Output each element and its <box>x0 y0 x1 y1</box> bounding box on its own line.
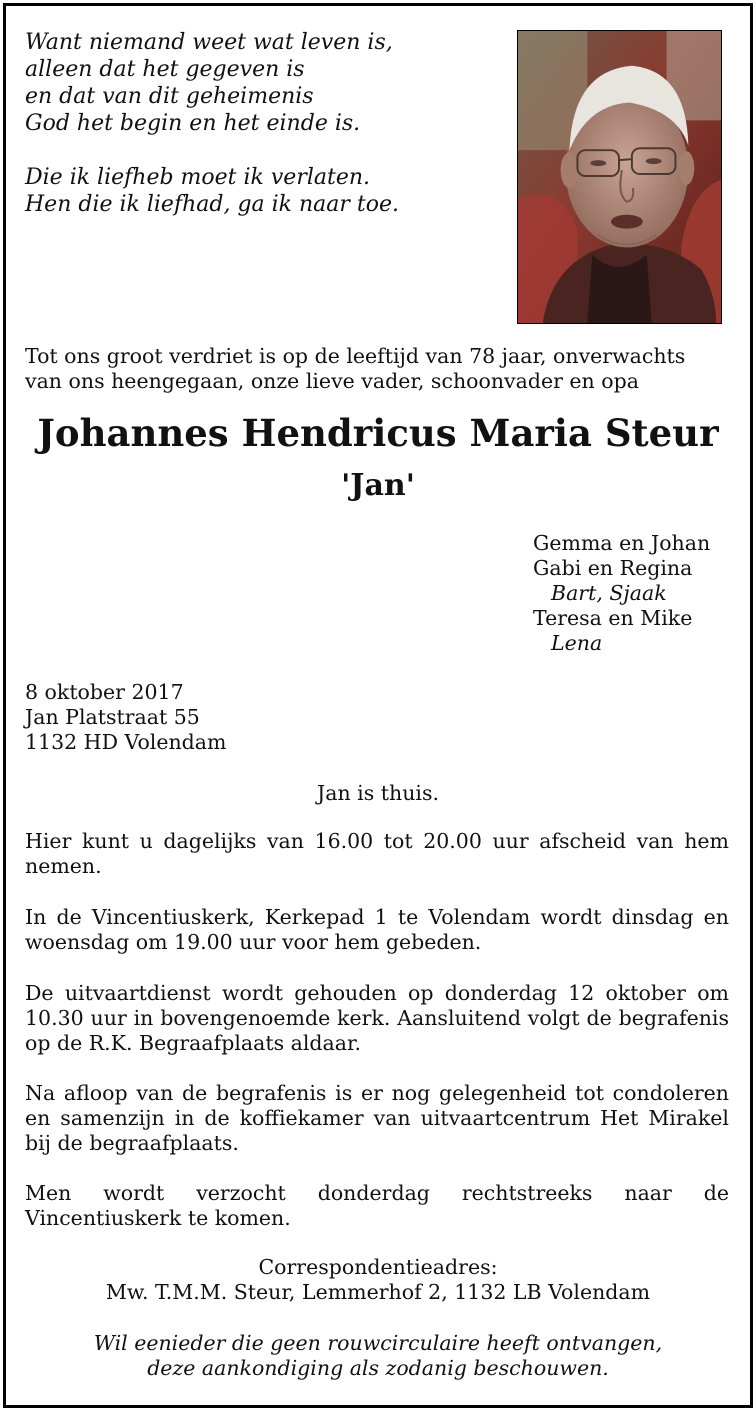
family-line: Gemma en Johan <box>533 531 711 555</box>
thuis-line: Jan is thuis. <box>317 781 439 805</box>
intro-text <box>25 344 729 394</box>
portrait-illustration <box>518 31 721 323</box>
deceased-full-name: Johannes Hendricus Maria Steur <box>37 411 719 455</box>
grandchildren-line: Bart, Sjaak <box>551 581 667 605</box>
paragraph-service: De uitvaartdienst wordt gehouden op donderdag 12 oktober om 10.30 uur in bovengenoemde kerk. Aansluitend volgt de begrafenis op de R.K. Begraafplaats aldaar. <box>25 981 729 1055</box>
closing-line: Wil eenieder die geen rouwcirculaire heeft ontvangen, <box>93 1331 663 1355</box>
portrait-photo <box>517 30 722 324</box>
intro-line: Tot ons groot verdriet is op de leeftijd van 78 jaar, onverwachts <box>25 344 686 368</box>
correspondence-address: Mw. T.M.M. Steur, Lemmerhof 2, 1132 LB Volendam <box>105 1280 651 1304</box>
paragraph-visiting: Hier kunt u dagelijks van 16.00 tot 20.00 uur afscheid van hem nemen. <box>25 829 729 878</box>
address-city: 1132 HD Volendam <box>25 730 227 754</box>
correspondence <box>0 1255 756 1305</box>
grandchildren-line: Lena <box>551 631 603 655</box>
address-street: Jan Platstraat 55 <box>25 705 200 729</box>
home-address <box>25 680 226 755</box>
family-list <box>533 531 710 656</box>
paragraph-condolence: Na afloop van de begrafenis is er nog gelegenheid tot condoleren en samenzijn in de koffiekamer van uitvaartcentrum Het Mirakel bij de begraafplaats. <box>25 1081 729 1155</box>
notice-date: 8 oktober 2017 <box>25 680 184 704</box>
poem-line: en dat van dit geheimenis <box>25 84 314 109</box>
family-line: Teresa en Mike <box>533 606 693 630</box>
paragraph-request: Men wordt verzocht donderdag rechtstreeks naar de Vincentiuskerk te komen. <box>25 1181 729 1230</box>
closing-note <box>0 1331 756 1381</box>
poem <box>25 29 495 218</box>
poem-line: alleen dat het gegeven is <box>25 57 305 82</box>
poem-line: Die ik liefheb moet ik verlaten. <box>25 165 371 190</box>
family-line: Gabi en Regina <box>533 556 693 580</box>
poem-line: Hen die ik liefhad, ga ik naar toe. <box>25 192 400 217</box>
paragraph-prayer: In de Vincentiuskerk, Kerkepad 1 te Volendam wordt dinsdag en woensdag om 19.00 uur voor hem gebeden. <box>25 905 729 954</box>
correspondence-label: Correspondentieadres: <box>258 1255 498 1279</box>
intro-line: van ons heengegaan, onze lieve vader, schoonvader en opa <box>25 369 639 393</box>
deceased-nickname: 'Jan' <box>341 468 415 503</box>
poem-line: God het begin en het einde is. <box>25 111 361 136</box>
poem-line: Want niemand weet wat leven is, <box>25 30 393 55</box>
closing-line: deze aankondiging als zodanig beschouwen. <box>147 1356 609 1380</box>
